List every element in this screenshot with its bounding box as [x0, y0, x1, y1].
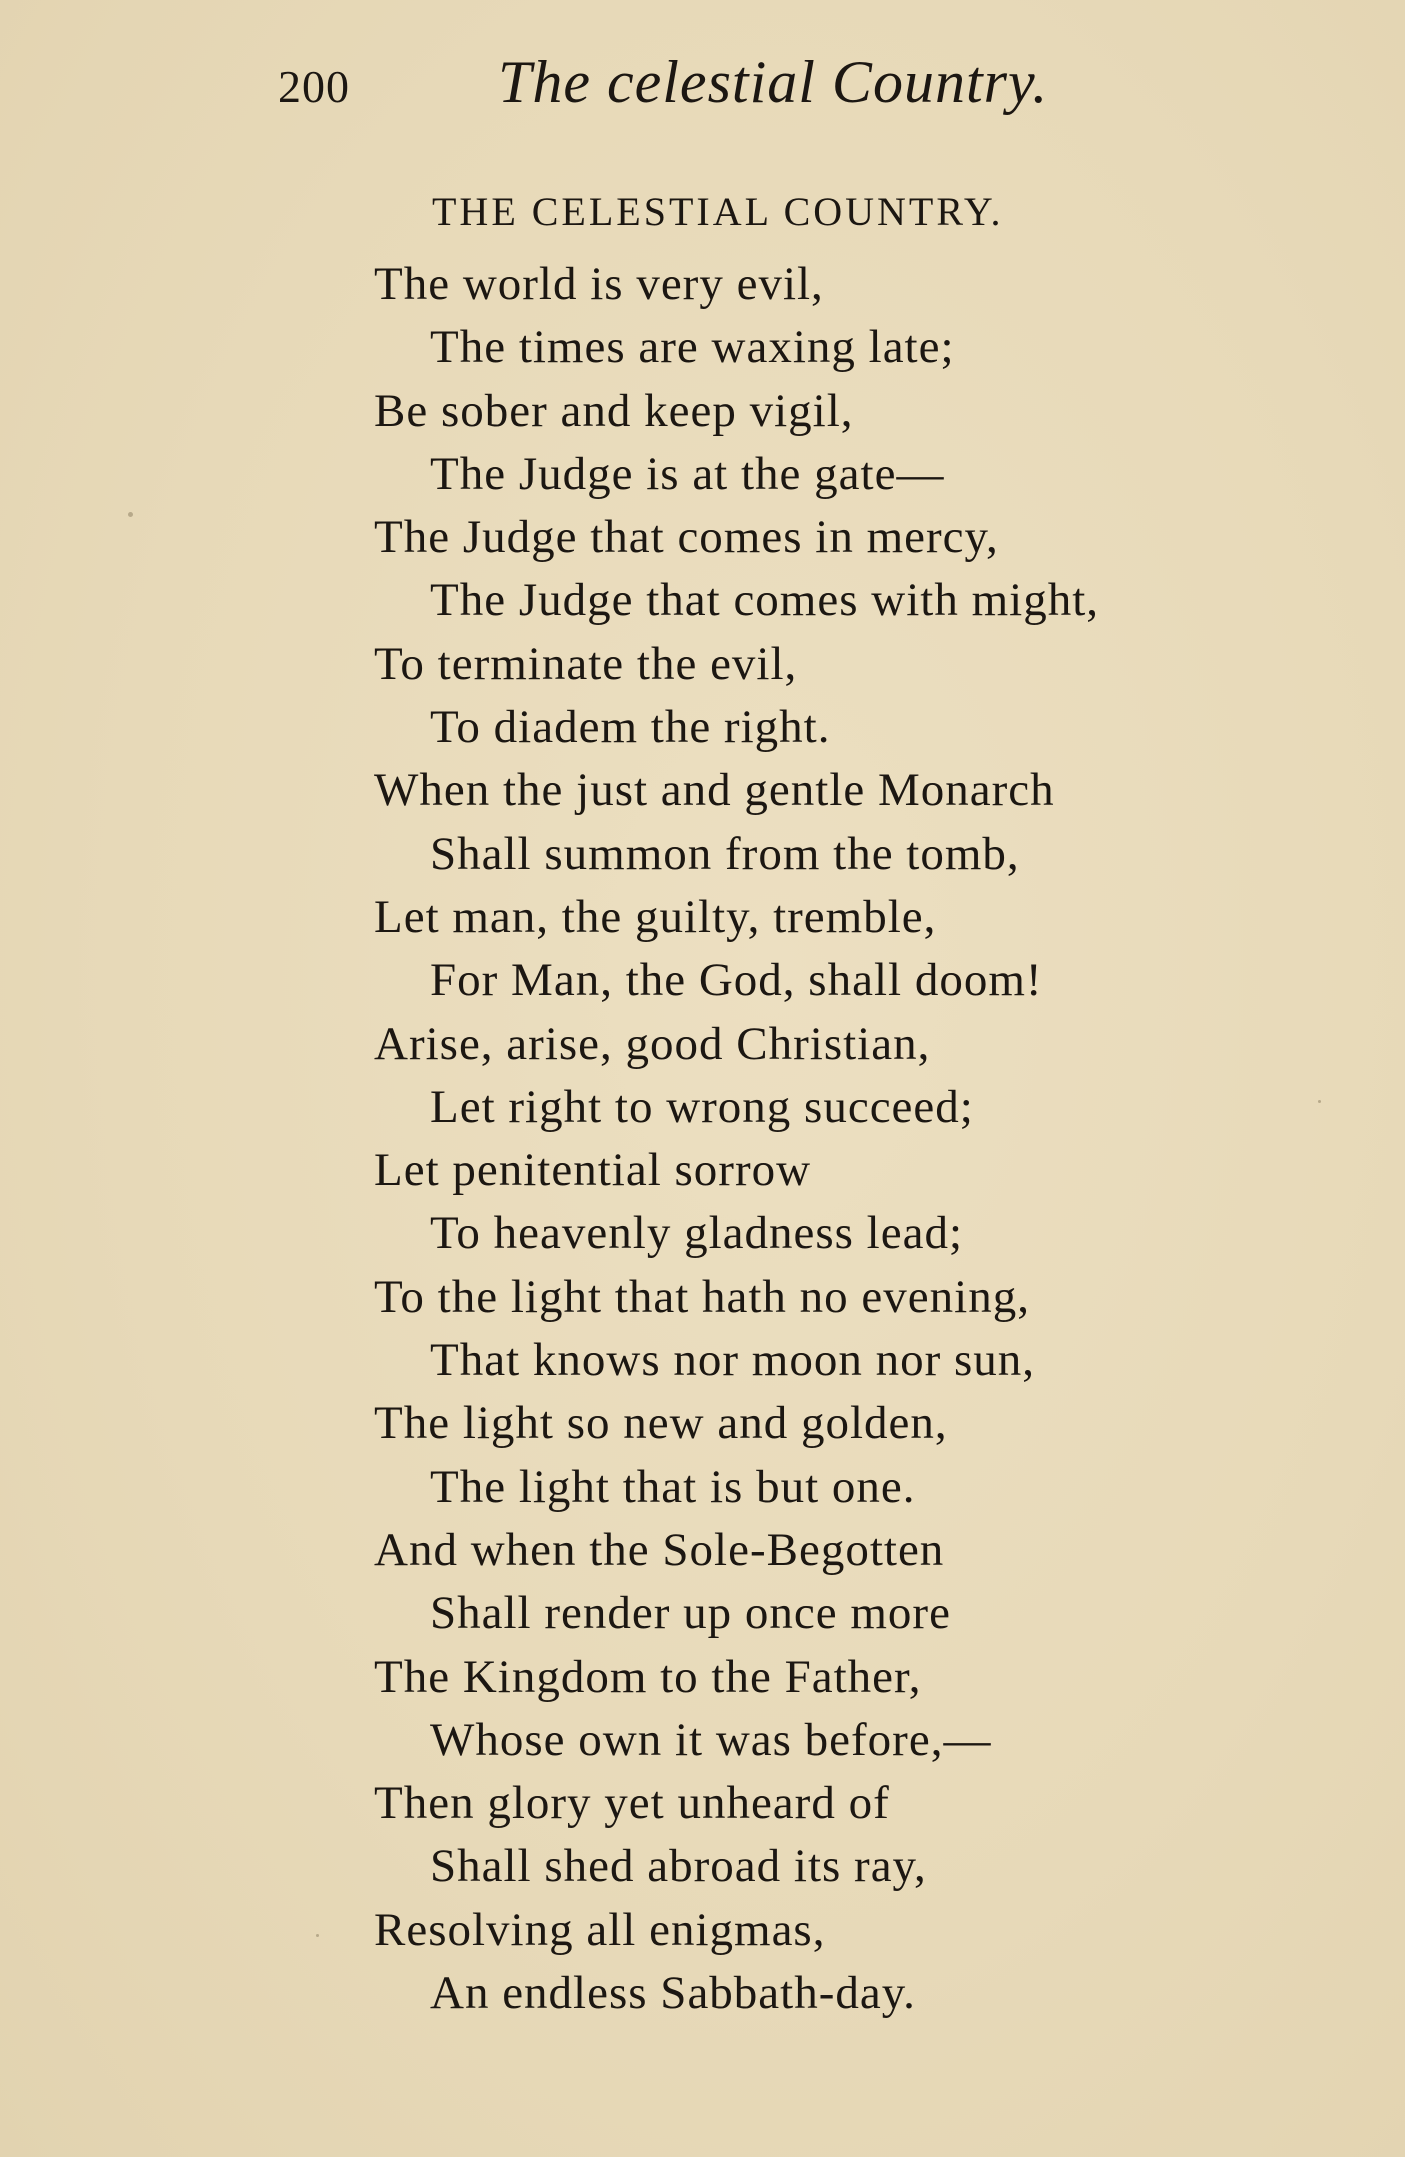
poem-title: THE CELESTIAL COUNTRY.: [432, 189, 1004, 234]
poem-line: That knows nor moon nor sun,: [430, 1334, 1036, 1387]
poem-line: Shall render up once more: [430, 1587, 951, 1640]
paper-speck: [1318, 1100, 1321, 1103]
poem-line: The Judge that comes with might,: [430, 574, 1100, 627]
poem-line: The Judge is at the gate—: [430, 447, 945, 500]
poem-line: When the just and gentle Monarch: [374, 764, 1055, 817]
poem-body: [374, 253, 1334, 2025]
poem-line: The light that is but one.: [430, 1460, 916, 1513]
paper-speck: [128, 512, 133, 517]
paper-speck: [316, 1934, 319, 1937]
poem-line: Be sober and keep vigil,: [374, 384, 854, 437]
poem-line: An endless Sabbath-day.: [430, 1967, 916, 2020]
page-number: 200: [278, 61, 350, 112]
poem-line: Let penitential sorrow: [374, 1144, 812, 1197]
poem-line: Let man, the guilty, tremble,: [374, 890, 937, 943]
poem-line: To diadem the right.: [430, 701, 831, 754]
poem-line: The times are waxing late;: [430, 321, 955, 374]
poem-line: And when the Sole-Begotten: [374, 1523, 945, 1576]
poem-line: Arise, arise, good Christian,: [374, 1017, 931, 1070]
poem-line: Let right to wrong succeed;: [430, 1080, 974, 1133]
running-title: The celestial Country.: [498, 49, 1049, 115]
poem-line: Resolving all enigmas,: [374, 1903, 826, 1956]
poem-line: Shall shed abroad its ray,: [430, 1840, 927, 1893]
poem-line: Then glory yet unheard of: [374, 1777, 890, 1830]
poem-line: Shall summon from the tomb,: [430, 827, 1020, 880]
poem-line: The light so new and golden,: [374, 1397, 948, 1450]
poem-line: Whose own it was before,—: [430, 1713, 992, 1766]
poem-line: The Judge that comes in mercy,: [374, 511, 999, 564]
poem-line: For Man, the God, shall doom!: [430, 954, 1043, 1007]
poem-line: To terminate the evil,: [374, 637, 798, 690]
poem-line: To heavenly gladness lead;: [430, 1207, 964, 1260]
poem-line: The world is very evil,: [374, 258, 824, 310]
poem-line: The Kingdom to the Father,: [374, 1650, 922, 1703]
poem-line: To the light that hath no evening,: [374, 1270, 1030, 1323]
running-head: [278, 48, 1078, 128]
